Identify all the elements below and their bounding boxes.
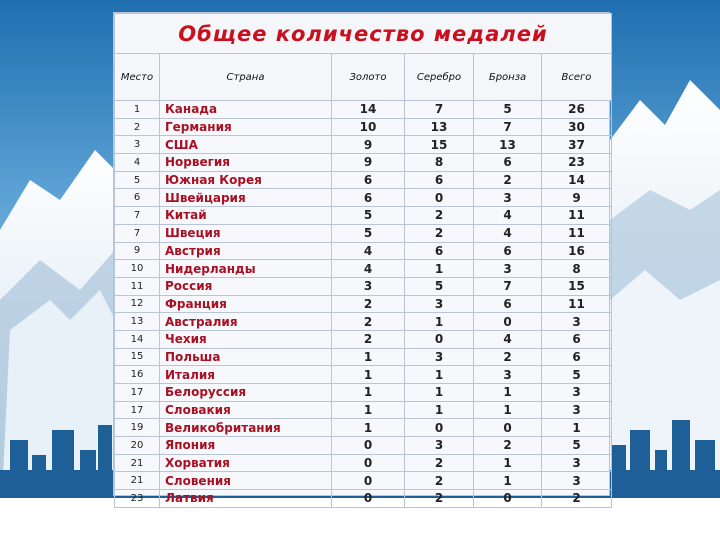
bronze-cell: 0: [474, 490, 542, 508]
bronze-cell: 6: [474, 242, 542, 260]
place-cell: 3: [115, 136, 160, 154]
silver-cell: 6: [405, 171, 474, 189]
table-row: [115, 419, 612, 437]
bronze-cell: 0: [474, 419, 542, 437]
country-cell: Италия: [160, 366, 332, 384]
table-row: [115, 154, 612, 172]
gold-cell: 0: [332, 454, 405, 472]
silver-cell: 1: [405, 401, 474, 419]
silver-cell: 3: [405, 437, 474, 455]
gold-cell: 0: [332, 437, 405, 455]
total-cell: 6: [542, 348, 612, 366]
total-cell: 11: [542, 224, 612, 242]
table-row: [115, 171, 612, 189]
total-cell: 2: [542, 490, 612, 508]
place-cell: 16: [115, 366, 160, 384]
bronze-cell: 7: [474, 277, 542, 295]
gold-cell: 1: [332, 348, 405, 366]
table-row: [115, 454, 612, 472]
total-cell: 9: [542, 189, 612, 207]
total-cell: 5: [542, 437, 612, 455]
country-cell: Швеция: [160, 224, 332, 242]
silver-cell: 7: [405, 101, 474, 119]
place-cell: 5: [115, 171, 160, 189]
country-cell: Белоруссия: [160, 384, 332, 402]
country-cell: Латвия: [160, 490, 332, 508]
gold-cell: 5: [332, 224, 405, 242]
place-cell: 13: [115, 313, 160, 331]
gold-cell: 9: [332, 136, 405, 154]
place-cell: 9: [115, 242, 160, 260]
total-cell: 3: [542, 472, 612, 490]
table-row: [115, 490, 612, 508]
place-cell: 6: [115, 189, 160, 207]
total-cell: 15: [542, 277, 612, 295]
bronze-cell: 13: [474, 136, 542, 154]
country-cell: Австрия: [160, 242, 332, 260]
bronze-cell: 1: [474, 384, 542, 402]
country-cell: Япония: [160, 437, 332, 455]
total-cell: 3: [542, 384, 612, 402]
gold-cell: 1: [332, 384, 405, 402]
total-cell: 3: [542, 454, 612, 472]
total-cell: 23: [542, 154, 612, 172]
table-row: [115, 401, 612, 419]
table-row: [115, 348, 612, 366]
silver-cell: 5: [405, 277, 474, 295]
gold-cell: 5: [332, 207, 405, 225]
table-row: [115, 295, 612, 313]
country-cell: Польша: [160, 348, 332, 366]
total-cell: 3: [542, 313, 612, 331]
header-total: Всего: [542, 54, 612, 101]
country-cell: Южная Корея: [160, 171, 332, 189]
silver-cell: 13: [405, 118, 474, 136]
place-cell: 20: [115, 437, 160, 455]
silver-cell: 1: [405, 384, 474, 402]
gold-cell: 3: [332, 277, 405, 295]
place-cell: 7: [115, 207, 160, 225]
table-row: [115, 277, 612, 295]
gold-cell: 4: [332, 260, 405, 278]
bronze-cell: 0: [474, 313, 542, 331]
country-cell: Великобритания: [160, 419, 332, 437]
country-cell: Швейцария: [160, 189, 332, 207]
gold-cell: 10: [332, 118, 405, 136]
silver-cell: 0: [405, 419, 474, 437]
table-row: [115, 224, 612, 242]
place-cell: 21: [115, 472, 160, 490]
table-row: [115, 207, 612, 225]
country-cell: Чехия: [160, 330, 332, 348]
bronze-cell: 6: [474, 295, 542, 313]
gold-cell: 1: [332, 401, 405, 419]
gold-cell: 6: [332, 189, 405, 207]
silver-cell: 2: [405, 224, 474, 242]
gold-cell: 0: [332, 490, 405, 508]
place-cell: 19: [115, 419, 160, 437]
bronze-cell: 7: [474, 118, 542, 136]
bronze-cell: 4: [474, 224, 542, 242]
place-cell: 4: [115, 154, 160, 172]
bronze-cell: 2: [474, 171, 542, 189]
country-cell: Канада: [160, 101, 332, 119]
table-row: [115, 472, 612, 490]
gold-cell: 2: [332, 313, 405, 331]
silver-cell: 3: [405, 348, 474, 366]
bronze-cell: 1: [474, 472, 542, 490]
table-title: Общее количество медалей: [115, 14, 612, 54]
table-row: [115, 313, 612, 331]
silver-cell: 2: [405, 490, 474, 508]
silver-cell: 1: [405, 366, 474, 384]
total-cell: 16: [542, 242, 612, 260]
country-cell: Словения: [160, 472, 332, 490]
gold-cell: 0: [332, 472, 405, 490]
gold-cell: 14: [332, 101, 405, 119]
silver-cell: 2: [405, 207, 474, 225]
total-cell: 11: [542, 295, 612, 313]
gold-cell: 2: [332, 295, 405, 313]
table-row: [115, 366, 612, 384]
table-row: [115, 136, 612, 154]
header-place: Место: [115, 54, 160, 101]
medal-table-panel: [113, 12, 610, 506]
country-cell: США: [160, 136, 332, 154]
header-silver: Серебро: [405, 54, 474, 101]
silver-cell: 1: [405, 260, 474, 278]
bronze-cell: 3: [474, 260, 542, 278]
gold-cell: 1: [332, 366, 405, 384]
total-cell: 14: [542, 171, 612, 189]
silver-cell: 0: [405, 189, 474, 207]
silver-cell: 15: [405, 136, 474, 154]
bronze-cell: 4: [474, 330, 542, 348]
bronze-cell: 1: [474, 454, 542, 472]
bronze-cell: 1: [474, 401, 542, 419]
silver-cell: 2: [405, 472, 474, 490]
place-cell: 14: [115, 330, 160, 348]
total-cell: 5: [542, 366, 612, 384]
total-cell: 8: [542, 260, 612, 278]
country-cell: Нидерланды: [160, 260, 332, 278]
place-cell: 21: [115, 454, 160, 472]
gold-cell: 2: [332, 330, 405, 348]
country-cell: Хорватия: [160, 454, 332, 472]
total-cell: 26: [542, 101, 612, 119]
place-cell: 10: [115, 260, 160, 278]
country-cell: Австралия: [160, 313, 332, 331]
bronze-cell: 2: [474, 348, 542, 366]
bronze-cell: 3: [474, 189, 542, 207]
total-cell: 6: [542, 330, 612, 348]
silver-cell: 8: [405, 154, 474, 172]
header-row: [115, 54, 612, 101]
place-cell: 17: [115, 384, 160, 402]
silver-cell: 2: [405, 454, 474, 472]
bronze-cell: 6: [474, 154, 542, 172]
place-cell: 12: [115, 295, 160, 313]
table-row: [115, 118, 612, 136]
place-cell: 1: [115, 101, 160, 119]
country-cell: Норвегия: [160, 154, 332, 172]
header-country: Страна: [160, 54, 332, 101]
place-cell: 23: [115, 490, 160, 508]
country-cell: Словакия: [160, 401, 332, 419]
table-row: [115, 437, 612, 455]
gold-cell: 4: [332, 242, 405, 260]
gold-cell: 9: [332, 154, 405, 172]
total-cell: 30: [542, 118, 612, 136]
bronze-cell: 2: [474, 437, 542, 455]
table-row: [115, 101, 612, 119]
total-cell: 3: [542, 401, 612, 419]
table-row: [115, 384, 612, 402]
table-row: [115, 330, 612, 348]
country-cell: Франция: [160, 295, 332, 313]
table-row: [115, 242, 612, 260]
place-cell: 2: [115, 118, 160, 136]
gold-cell: 6: [332, 171, 405, 189]
gold-cell: 1: [332, 419, 405, 437]
silver-cell: 1: [405, 313, 474, 331]
silver-cell: 3: [405, 295, 474, 313]
bronze-cell: 4: [474, 207, 542, 225]
bronze-cell: 5: [474, 101, 542, 119]
silver-cell: 0: [405, 330, 474, 348]
total-cell: 1: [542, 419, 612, 437]
medal-table: [114, 13, 612, 508]
place-cell: 15: [115, 348, 160, 366]
silver-cell: 6: [405, 242, 474, 260]
table-row: [115, 260, 612, 278]
country-cell: Китай: [160, 207, 332, 225]
country-cell: Германия: [160, 118, 332, 136]
place-cell: 11: [115, 277, 160, 295]
header-bronze: Бронза: [474, 54, 542, 101]
place-cell: 17: [115, 401, 160, 419]
place-cell: 7: [115, 224, 160, 242]
header-gold: Золото: [332, 54, 405, 101]
table-row: [115, 189, 612, 207]
total-cell: 37: [542, 136, 612, 154]
total-cell: 11: [542, 207, 612, 225]
bronze-cell: 3: [474, 366, 542, 384]
country-cell: Россия: [160, 277, 332, 295]
